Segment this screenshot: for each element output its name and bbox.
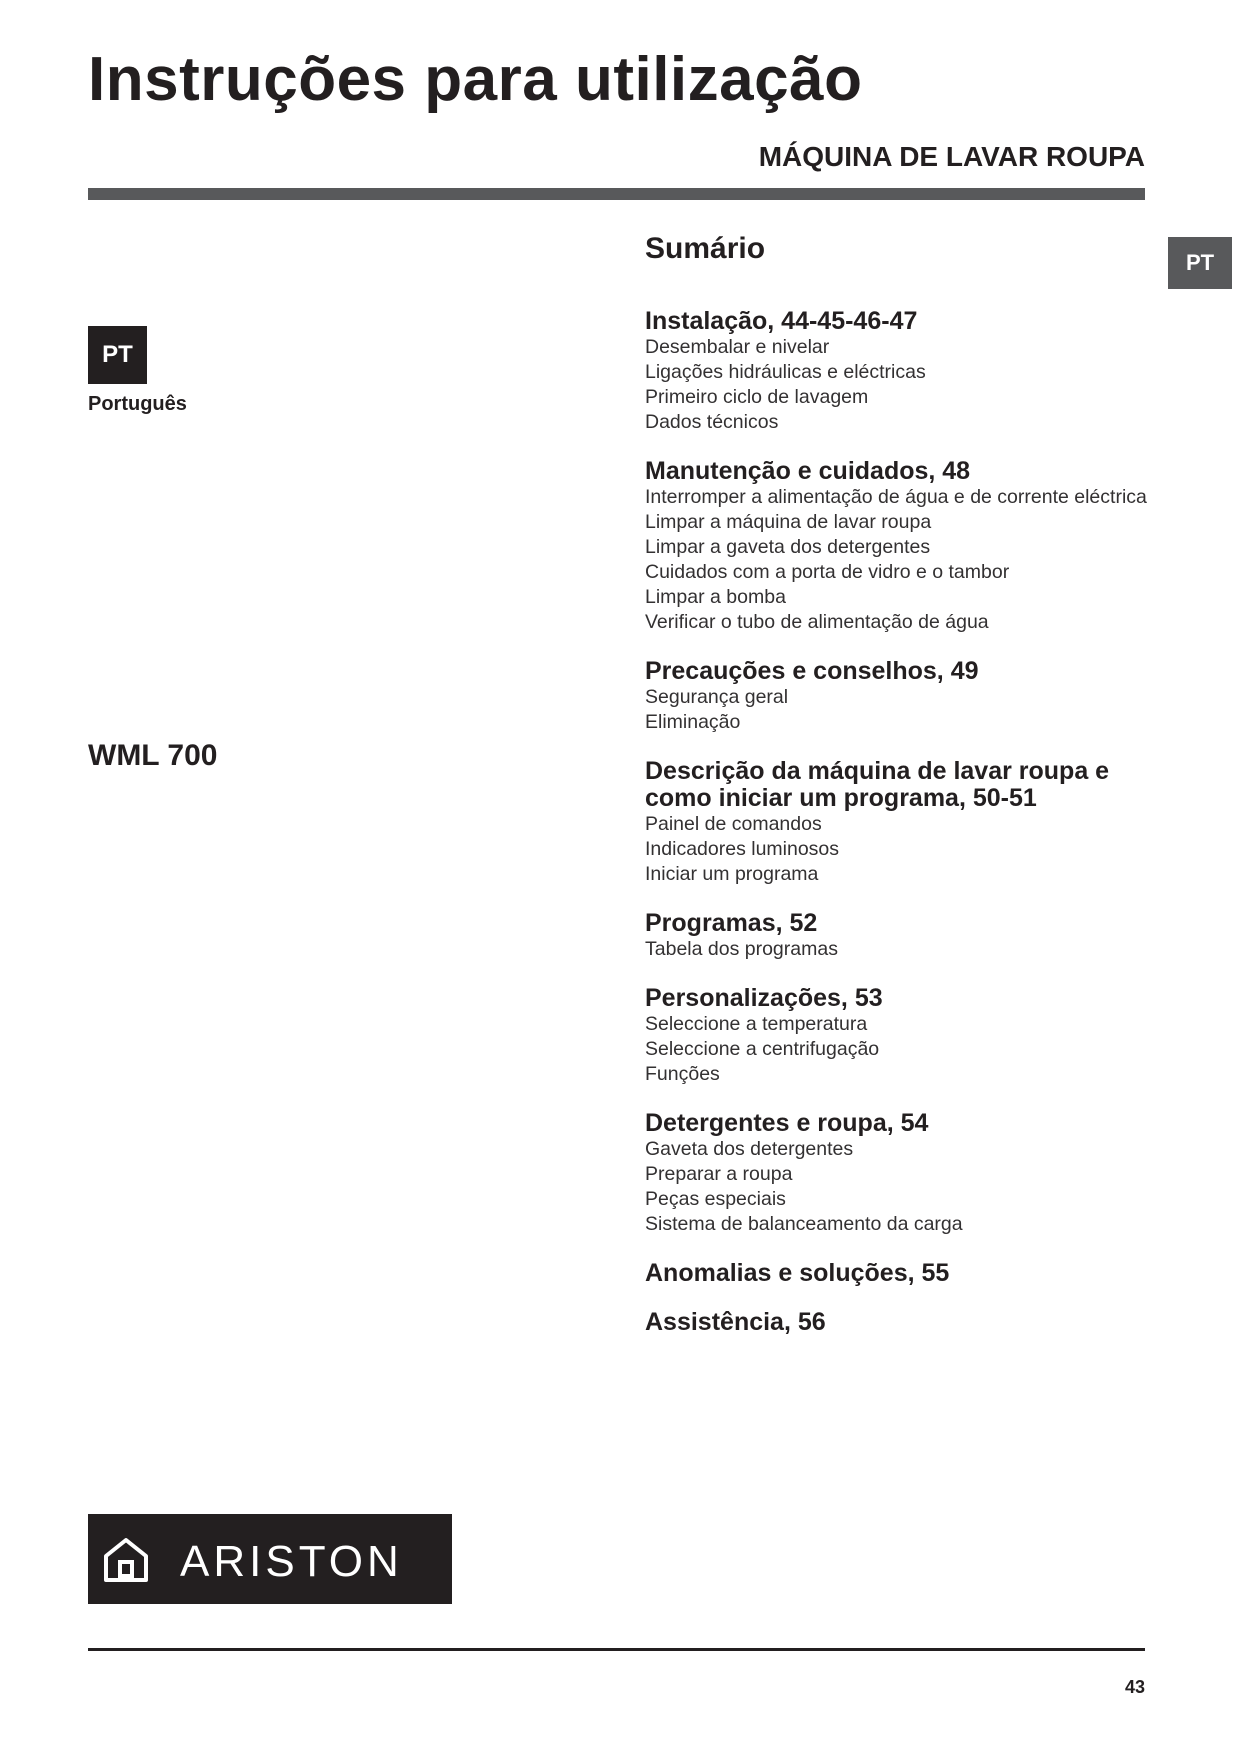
toc-item: Sistema de balanceamento da carga [645,1213,963,1235]
toc-section-title: Descrição da máquina de lavar roupa e [645,757,1110,785]
toc-section-anomalias [645,1260,1155,1286]
toc-section-assistencia [645,1309,1155,1335]
brand-name: ARISTON [180,1537,403,1586]
toc-section-detergentes [645,1110,1155,1237]
brand-logo [88,1514,452,1604]
toc-item: Limpar a gaveta dos detergentes [645,536,931,558]
toc-item: Painel de comandos [645,813,822,835]
language-side-tab: PT [1168,237,1232,289]
toc-section-personalizacoes [645,985,1155,1087]
toc-heading: Sumário [645,232,766,265]
toc-item: Seleccione a temperatura [645,1013,868,1035]
toc-section-programas [645,910,1155,962]
header-divider [88,188,1145,200]
toc-item: Indicadores luminosos [645,838,840,860]
toc-item: Ligações hidráulicas e eléctricas [645,361,926,383]
toc-item: Funções [645,1063,720,1085]
toc-item: Verificar o tubo de alimentação de água [645,611,989,633]
toc-section-title: Assistência, 56 [645,1308,826,1336]
toc-item: Dados técnicos [645,411,779,433]
language-code-badge: PT [88,326,147,384]
page-number: 43 [1124,1677,1145,1697]
model-number: WML 700 [88,739,218,772]
toc-section-title: Personalizações, 53 [645,984,883,1012]
page-title: Instruções para utilização [88,45,863,114]
toc-item: Primeiro ciclo de lavagem [645,386,869,408]
toc-item: Desembalar e nivelar [645,336,830,358]
toc-section-title: Manutenção e cuidados, 48 [645,457,971,485]
toc-item: Eliminação [645,711,741,733]
toc-section-title: Precauções e conselhos, 49 [645,657,979,685]
toc-item: Iniciar um programa [645,863,819,885]
toc-section-descricao [645,758,1155,887]
toc-section-title: como iniciar um programa, 50-51 [645,784,1037,812]
toc-item: Limpar a bomba [645,586,786,608]
toc-section-title: Programas, 52 [645,909,818,937]
toc-item: Tabela dos programas [645,938,838,960]
product-type-subtitle: MÁQUINA DE LAVAR ROUPA [758,141,1145,172]
language-name: Português [88,393,187,415]
toc-section-instalacao [645,308,1155,435]
toc-section-title: Anomalias e soluções, 55 [645,1259,950,1287]
toc-section-title: Detergentes e roupa, 54 [645,1109,929,1137]
house-icon [102,1536,150,1584]
toc-section-manutencao [645,458,1155,635]
toc-item: Seleccione a centrifugação [645,1038,880,1060]
toc-section-precaucoes [645,658,1155,735]
toc-item: Cuidados com a porta de vidro e o tambor [645,561,1010,583]
footer-divider [88,1648,1145,1651]
toc-item: Interromper a alimentação de água e de corrente eléctrica [645,486,1147,508]
toc-item: Gaveta dos detergentes [645,1138,854,1160]
table-of-contents [645,308,1155,1358]
toc-item: Limpar a máquina de lavar roupa [645,511,932,533]
toc-section-title: Instalação, 44-45-46-47 [645,307,918,335]
toc-item: Segurança geral [645,686,789,708]
toc-item: Preparar a roupa [645,1163,793,1185]
toc-item: Peças especiais [645,1188,786,1210]
